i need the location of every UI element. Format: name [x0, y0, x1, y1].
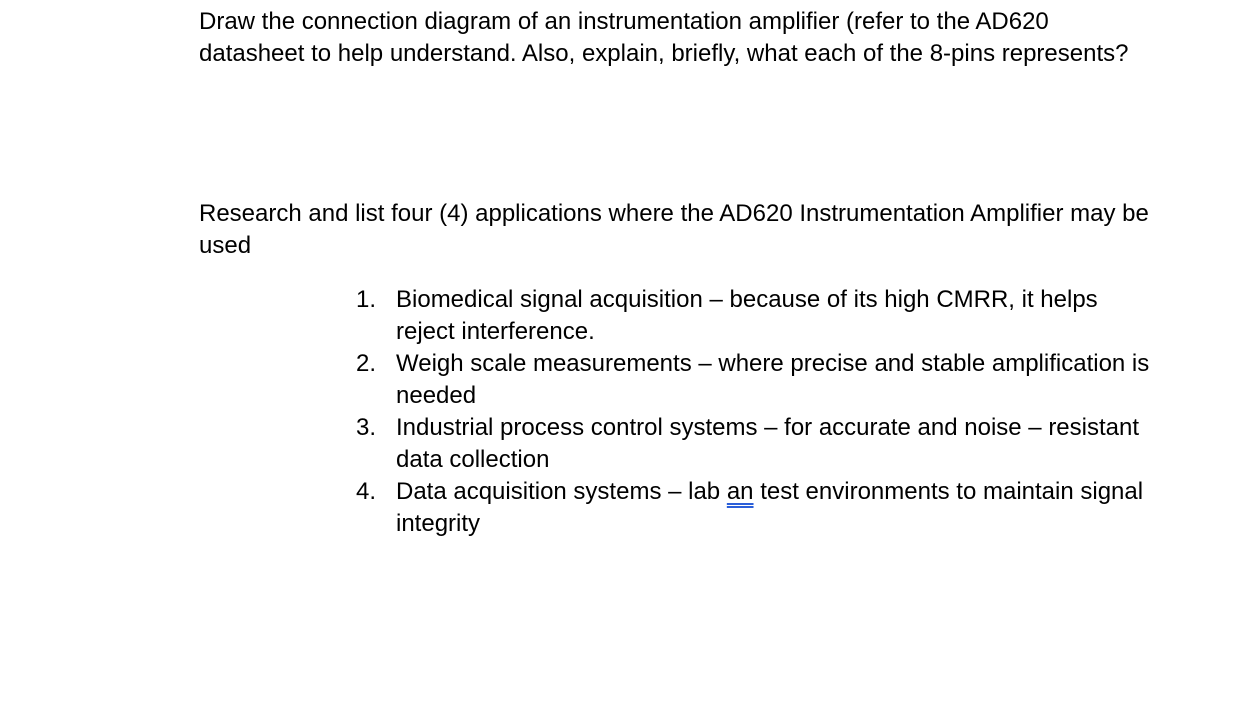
list-item [356, 348, 1156, 412]
list-item [356, 284, 1156, 348]
list-item-number: 2. [356, 350, 377, 377]
list-item-text-after: test environments to maintain signal integrity [396, 478, 1144, 537]
list-item-number: 1. [356, 286, 377, 313]
applications-list [356, 284, 1156, 540]
list-item-text-before: Data acquisition systems – lab [396, 478, 727, 505]
list-item-text: Industrial process control systems – for accurate and noise – resistant data collection [396, 414, 1140, 473]
list-item [356, 412, 1156, 476]
list-item-text: Biomedical signal acquisition – because of its high CMRR, it helps reject interference. [396, 286, 1098, 345]
list-item-number: 3. [356, 414, 377, 441]
list-item-text: Weigh scale measurements – where precise and stable amplification is needed [396, 350, 1150, 409]
question-connection-diagram: Draw the connection diagram of an instrumentation amplifier (refer to the AD620 datasheet to help understand. Also, explain, briefly, what each of the 8-pins represents? [199, 8, 1129, 67]
question-applications: Research and list four (4) applications where the AD620 Instrumentation Amplifier may be used [199, 200, 1149, 259]
grammar-flagged-word[interactable]: an [726, 478, 754, 505]
list-item-number: 4. [356, 478, 377, 505]
list-item [356, 476, 1156, 540]
